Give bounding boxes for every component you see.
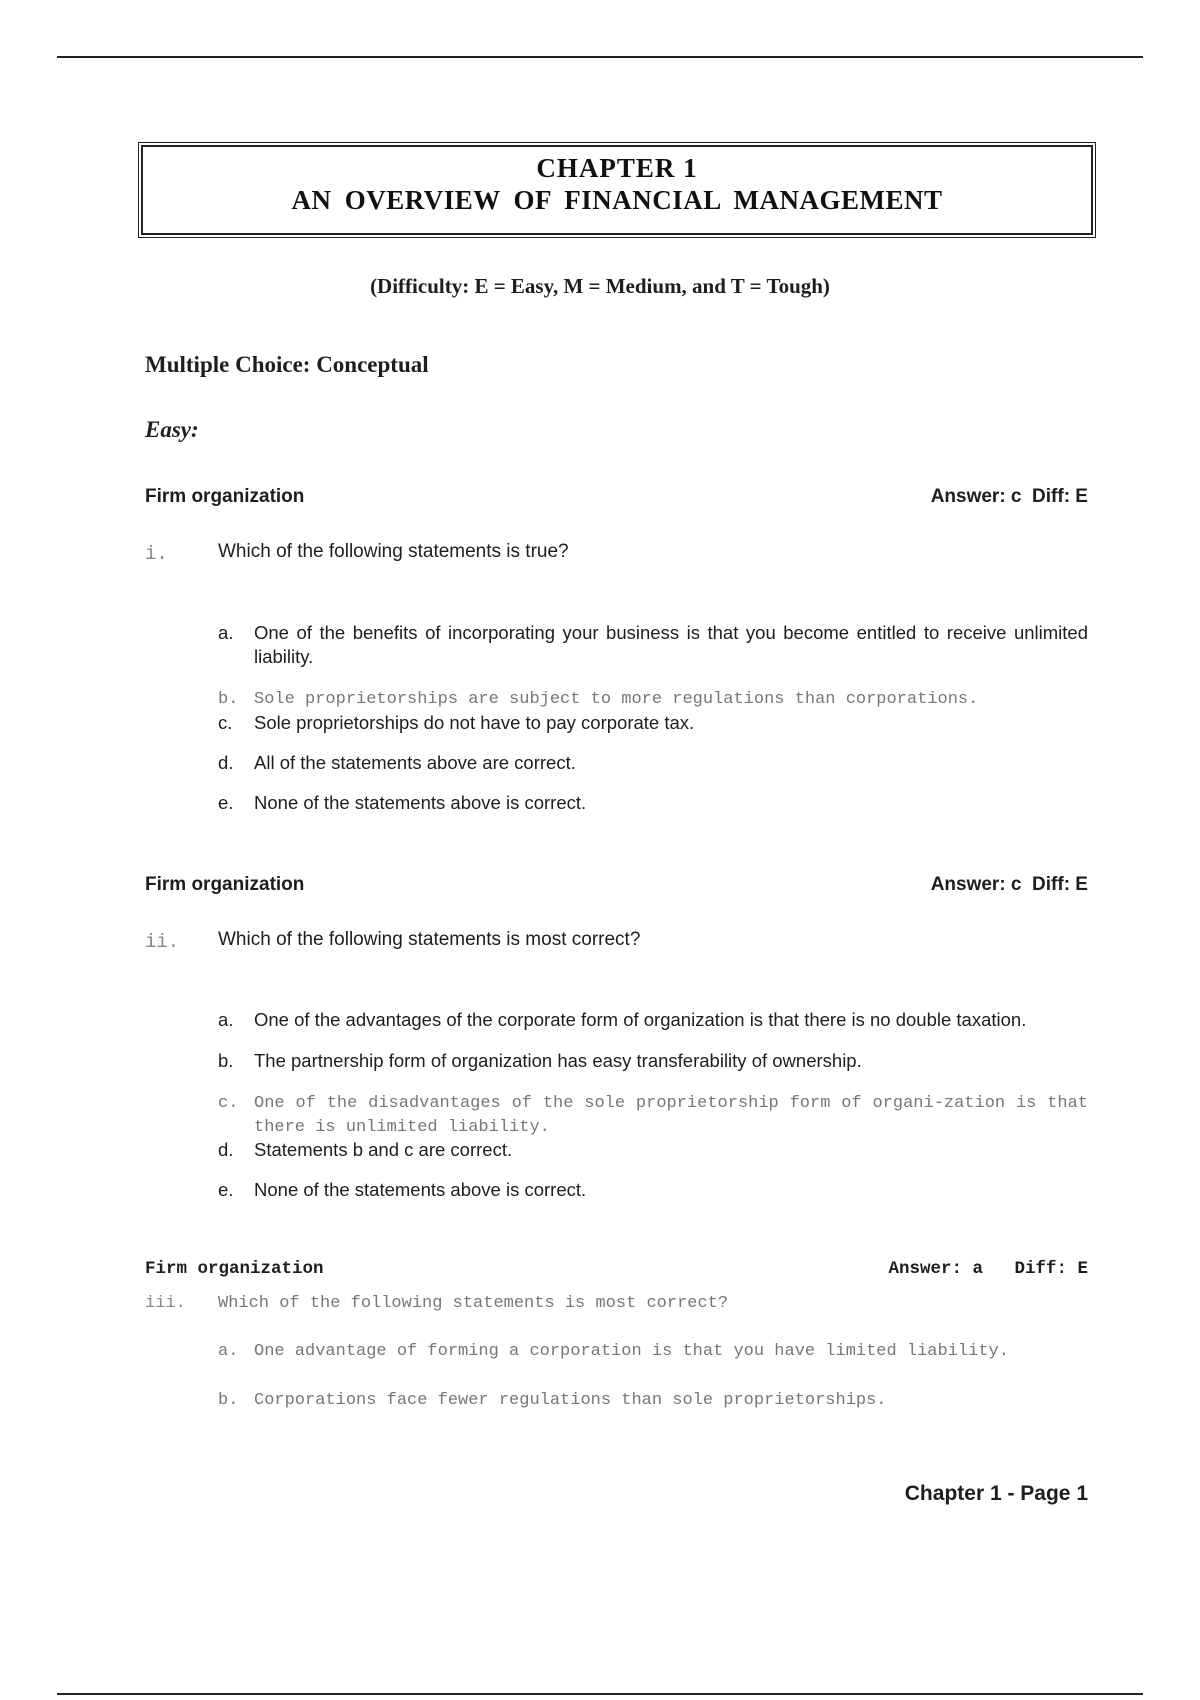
- chapter-number: CHAPTER 1: [536, 153, 698, 183]
- option-text: One of the disadvantages of the sole proprietorship form of organi-zation is that there is unlimited liability.: [254, 1094, 1088, 1137]
- answer-option: [218, 1049, 1088, 1073]
- option-text: Corporations face fewer regulations than sole proprietorships.: [254, 1391, 887, 1410]
- option-label: e.: [218, 1179, 234, 1200]
- question-number: iii.: [145, 1294, 186, 1313]
- option-text: The partnership form of organization has easy transferability of ownership.: [254, 1050, 862, 1071]
- answer-option: [218, 1092, 1088, 1140]
- answer-option: [218, 1008, 1088, 1032]
- answer-option: [218, 1138, 1088, 1162]
- chapter-header-box: [141, 145, 1093, 235]
- option-label: a.: [218, 1009, 234, 1030]
- question-topic: Firm organization: [145, 1259, 324, 1279]
- option-label: b.: [218, 1050, 234, 1071]
- option-text: None of the statements above is correct.: [254, 1179, 587, 1200]
- question-topic: Firm organization: [145, 486, 305, 507]
- option-text: One of the advantages of the corporate form of organization is that there is no double taxation.: [254, 1009, 1027, 1030]
- option-label: a.: [218, 622, 234, 643]
- option-text: None of the statements above is correct.: [254, 792, 587, 813]
- question-number: ii.: [145, 931, 180, 953]
- option-label: c.: [218, 712, 233, 733]
- section-heading: Multiple Choice: Conceptual: [145, 352, 429, 377]
- question-number: i.: [145, 543, 168, 565]
- question-text: Which of the following statements is most correct?: [218, 1294, 729, 1313]
- bottom-rule: [57, 1693, 1143, 1695]
- option-label: b.: [218, 690, 239, 709]
- option-text: All of the statements above are correct.: [254, 752, 576, 773]
- difficulty-legend: (Difficulty: E = Easy, M = Medium, and T = Tough): [370, 274, 830, 298]
- page-footer: Chapter 1 - Page 1: [904, 1482, 1088, 1505]
- answer-option: [218, 1340, 1088, 1364]
- answer-option: [218, 621, 1088, 669]
- option-label: a.: [218, 1342, 239, 1361]
- option-label: b.: [218, 1391, 239, 1410]
- option-label: d.: [218, 1139, 234, 1160]
- answer-option: [218, 751, 1088, 775]
- answer-option: [218, 791, 1088, 815]
- question-answer-meta: Answer: c Diff: E: [930, 874, 1088, 895]
- answer-option: [218, 1178, 1088, 1202]
- option-label: c.: [218, 1094, 239, 1113]
- question-answer-meta: Answer: a Diff: E: [888, 1259, 1088, 1279]
- question-answer-meta: Answer: c Diff: E: [930, 486, 1088, 507]
- option-text: One advantage of forming a corporation is that you have limited liability.: [254, 1342, 1009, 1361]
- option-text: Sole proprietorships do not have to pay corporate tax.: [254, 712, 695, 733]
- answer-option: [218, 711, 1088, 735]
- option-text: Statements b and c are correct.: [254, 1139, 513, 1160]
- subsection-heading: Easy:: [145, 417, 199, 442]
- option-label: d.: [218, 752, 234, 773]
- question-text: Which of the following statements is true?: [218, 541, 569, 562]
- answer-option: [218, 688, 1088, 712]
- top-rule: [57, 56, 1143, 58]
- chapter-title: AN OVERVIEW OF FINANCIAL MANAGEMENT: [291, 185, 943, 215]
- question-topic: Firm organization: [145, 874, 305, 895]
- answer-option: [218, 1389, 1088, 1413]
- option-label: e.: [218, 792, 234, 813]
- option-text: Sole proprietorships are subject to more regulations than corporations.: [254, 690, 979, 709]
- option-text: One of the benefits of incorporating your business is that you become entitled to receive unlimited liability.: [254, 622, 1088, 667]
- question-text: Which of the following statements is most correct?: [218, 929, 641, 950]
